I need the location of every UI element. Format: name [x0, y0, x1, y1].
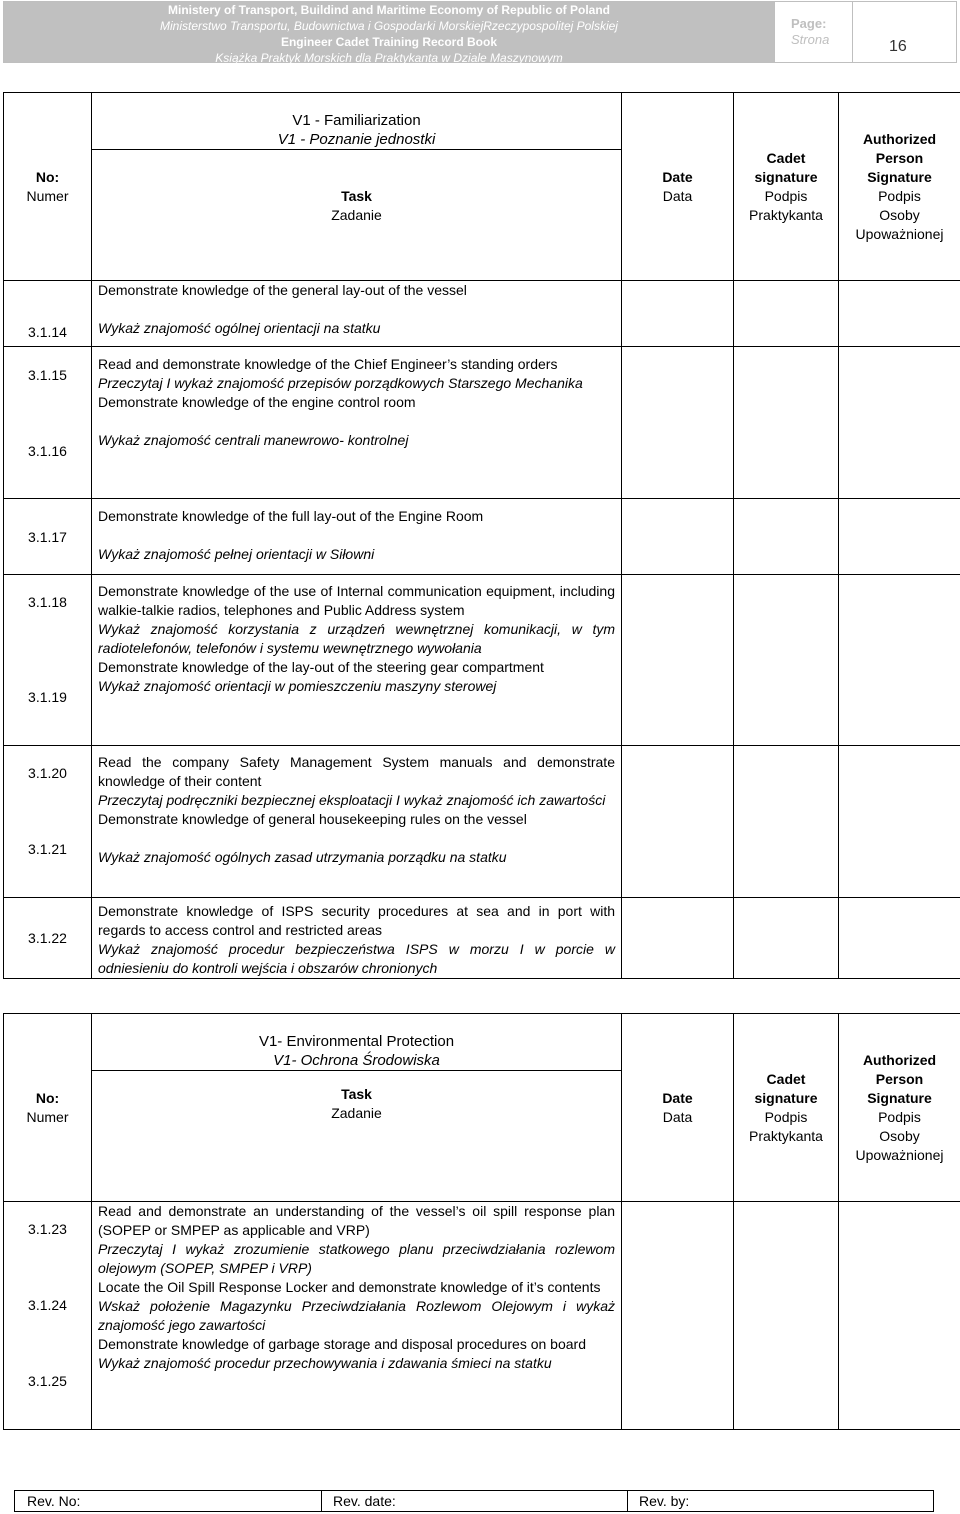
rev-date-label: Rev. date: — [333, 1493, 396, 1509]
header-date-cell — [622, 1014, 734, 1202]
task-en: Demonstrate knowledge of the engine control room — [98, 394, 416, 410]
section-title: V1- Environmental Protection — [258, 1033, 455, 1050]
header-title-block — [4, 2, 774, 65]
task-cell — [92, 1202, 622, 1430]
task-pl: Wykaż znajomość ogólnych zasad utrzymania porządku na statku — [98, 849, 507, 865]
row-numbers-cell — [4, 575, 92, 746]
date-field[interactable] — [622, 281, 734, 347]
cadet-signature-field[interactable] — [734, 575, 839, 746]
col-cadet-pl-2: Praktykanta — [749, 1127, 823, 1144]
header-task-cell — [92, 1014, 622, 1202]
task-pl: Wykaż znajomość orientacji w pomieszczeniu maszyny sterowej — [98, 678, 497, 694]
date-field[interactable] — [622, 1202, 734, 1430]
task-en: Demonstrate knowledge of garbage storage and disposal procedures on board — [98, 1336, 586, 1352]
task-pl: Wykaż znajomość procedur bezpieczeństwa ISPS w morzu I w porcie w odniesieniu do kontroli wejścia i obszarów chronionych — [98, 941, 615, 976]
task-cell — [92, 575, 622, 746]
header-cadet-cell — [734, 93, 839, 281]
col-cadet-2: signature — [754, 168, 818, 185]
task-cell — [92, 898, 622, 979]
header-cadet-cell — [734, 1014, 839, 1202]
col-date: Date — [662, 1089, 693, 1106]
col-auth-pl-2: Osoby — [879, 1127, 920, 1144]
col-no: No: — [35, 168, 60, 185]
header-line-4: Książka Praktyk Morskich dla Praktykanta w Dziale Maszynowym — [215, 51, 563, 65]
col-auth-3: Signature — [867, 168, 932, 185]
task-pl: Przeczytaj I wykaż zrozumienie statkowego planu przeciwdziałania rozlewom olejowym (SOPEP, SMPEP i VRP) — [98, 1241, 615, 1276]
task-cell — [92, 499, 622, 575]
header-line-3: Engineer Cadet Training Record Book — [280, 35, 498, 49]
task-en: Read and demonstrate knowledge of the Chief Engineer’s standing orders — [98, 356, 558, 372]
task-en: Read and demonstrate an understanding of the vessel’s oil spill response plan (SOPEP or SMPEP as applicable and VRP) — [98, 1203, 615, 1238]
cadet-signature-field[interactable] — [734, 746, 839, 898]
date-field[interactable] — [622, 746, 734, 898]
footer-divider — [627, 1491, 628, 1511]
col-task-pl: Zadanie — [331, 1105, 382, 1121]
task-en: Demonstrate knowledge of the lay-out of the steering gear compartment — [98, 659, 544, 675]
col-auth-1: Authorized — [862, 130, 937, 147]
page-header — [3, 1, 957, 63]
col-cadet-1: Cadet — [766, 149, 806, 166]
row-number: 3.1.25 — [28, 1373, 67, 1389]
revision-footer — [14, 1490, 934, 1512]
row-numbers-cell — [4, 1202, 92, 1430]
task-pl: Wskaż położenie Magazynku Przeciwdziałania Rozlewom Olejowym i wykaż znajomość jego zawartości — [98, 1298, 615, 1333]
task-cell — [92, 347, 622, 499]
col-date-pl: Data — [662, 187, 693, 204]
section-title: V1 - Familiarization — [292, 112, 421, 129]
col-no-pl: Numer — [26, 187, 69, 204]
table-header-row — [4, 1014, 960, 1202]
table-row — [4, 746, 960, 898]
col-task: Task — [341, 188, 372, 204]
header-auth-cell — [839, 93, 960, 281]
row-number: 3.1.20 — [28, 765, 67, 781]
task-en: Read the company Safety Management System manuals and demonstrate knowledge of their content — [98, 754, 615, 789]
authorized-signature-field[interactable] — [839, 499, 960, 575]
row-numbers-cell — [4, 347, 92, 499]
date-field[interactable] — [622, 575, 734, 746]
table-row — [4, 347, 960, 499]
cadet-signature-field[interactable] — [734, 499, 839, 575]
task-en: Demonstrate knowledge of the general lay-out of the vessel — [98, 282, 467, 298]
task-pl: Przeczytaj podręczniki bezpiecznej eksploatacji I wykaż znajomość ich zawartości — [98, 792, 606, 808]
col-auth-2: Person — [875, 1070, 924, 1087]
header-line-2: Ministerstwo Transportu, Budownictwa i Gospodarki MorskiejRzeczypospolitej Polskiej — [160, 19, 618, 33]
rev-no-label: Rev. No: — [27, 1493, 81, 1509]
task-en: Demonstrate knowledge of general housekeeping rules on the vessel — [98, 811, 527, 827]
task-pl: Wykaż znajomość korzystania z urządzeń wewnętrznej komunikacji, w tym radiotelefonów, telefonów i systemu wewnętrznego wywołania — [98, 621, 615, 656]
header-date-cell — [622, 93, 734, 281]
cadet-signature-field[interactable] — [734, 1202, 839, 1430]
header-page-number-block — [852, 2, 957, 62]
row-number: 3.1.24 — [28, 1297, 67, 1313]
authorized-signature-field[interactable] — [839, 746, 960, 898]
section-subtitle: V1 - Poznanie jednostki — [277, 131, 436, 148]
col-auth-2: Person — [875, 149, 924, 166]
row-number: 3.1.18 — [28, 594, 67, 610]
col-auth-pl-3: Upoważnionej — [855, 1146, 944, 1163]
row-number: 3.1.22 — [4, 898, 92, 979]
environmental-table — [3, 1013, 960, 1430]
header-no-cell — [4, 1014, 92, 1202]
date-field[interactable] — [622, 898, 734, 979]
footer-divider — [321, 1491, 322, 1511]
header-task-cell — [92, 93, 622, 281]
col-cadet-1: Cadet — [766, 1070, 806, 1087]
row-number: 3.1.14 — [4, 281, 92, 347]
rev-by-label: Rev. by: — [639, 1493, 690, 1509]
col-cadet-pl-1: Podpis — [764, 1108, 808, 1125]
col-auth-pl-3: Upoważnionej — [855, 225, 944, 242]
col-auth-pl-1: Podpis — [878, 1108, 921, 1125]
task-en: Locate the Oil Spill Response Locker and demonstrate knowledge of it’s contents — [98, 1279, 601, 1295]
authorized-signature-field[interactable] — [839, 898, 960, 979]
col-auth-3: Signature — [867, 1089, 932, 1106]
table-row — [4, 575, 960, 746]
task-pl: Przeczytaj I wykaż znajomość przepisów porządkowych Starszego Mechanika — [98, 375, 583, 391]
authorized-signature-field[interactable] — [839, 347, 960, 499]
task-en: Demonstrate knowledge of the use of Internal communication equipment, including walkie-talkie radios, telephones and Public Address system — [98, 583, 615, 618]
table-header-row — [4, 93, 960, 281]
task-cell — [92, 281, 622, 347]
col-cadet-pl-1: Podpis — [764, 187, 808, 204]
row-number: 3.1.16 — [28, 443, 67, 459]
row-number: 3.1.21 — [28, 841, 67, 857]
cadet-signature-field[interactable] — [734, 898, 839, 979]
task-pl: Wykaż znajomość procedur przechowywania i zdawania śmieci na statku — [98, 1355, 552, 1371]
table-row — [4, 281, 960, 347]
col-cadet-2: signature — [754, 1089, 818, 1106]
section-subtitle: V1- Ochrona Środowiska — [273, 1052, 440, 1069]
page-number: 16 — [889, 38, 907, 55]
col-auth-1: Authorized — [862, 1051, 937, 1068]
table-row — [4, 898, 960, 979]
header-auth-cell — [839, 1014, 960, 1202]
col-date-pl: Data — [662, 1108, 693, 1125]
page-label: Page: — [791, 16, 827, 31]
header-line-1: Ministery of Transport, Buildind and Maritime Economy of Republic of Poland — [167, 3, 611, 17]
col-cadet-pl-2: Praktykanta — [749, 206, 823, 223]
col-auth-pl-1: Podpis — [878, 187, 921, 204]
familiarization-table — [3, 92, 960, 979]
row-number: 3.1.17 — [4, 499, 92, 575]
row-number: 3.1.15 — [28, 367, 67, 383]
header-page-label-block — [774, 2, 853, 62]
task-en: Demonstrate knowledge of the full lay-out of the Engine Room — [98, 508, 484, 524]
col-no-pl: Numer — [26, 1108, 69, 1125]
table-row — [4, 499, 960, 575]
task-cell — [92, 746, 622, 898]
col-date: Date — [662, 168, 693, 185]
row-number: 3.1.23 — [28, 1221, 67, 1237]
authorized-signature-field[interactable] — [839, 1202, 960, 1430]
authorized-signature-field[interactable] — [839, 575, 960, 746]
col-auth-pl-2: Osoby — [879, 206, 920, 223]
row-numbers-cell — [4, 746, 92, 898]
authorized-signature-field[interactable] — [839, 281, 960, 347]
task-en: Demonstrate knowledge of ISPS security procedures at sea and in port with regards to access control and restricted areas — [98, 903, 615, 938]
cadet-signature-field[interactable] — [734, 347, 839, 499]
cadet-signature-field[interactable] — [734, 281, 839, 347]
task-pl: Wykaż znajomość centrali manewrowo- kontrolnej — [98, 432, 409, 448]
header-no-cell — [4, 93, 92, 281]
row-number: 3.1.19 — [28, 689, 67, 705]
date-field[interactable] — [622, 499, 734, 575]
task-pl: Wykaż znajomość pełnej orientacji w Siłowni — [98, 546, 375, 562]
col-task: Task — [341, 1086, 372, 1102]
col-task-pl: Zadanie — [331, 207, 382, 223]
col-no: No: — [35, 1089, 60, 1106]
table-row — [4, 1202, 960, 1430]
date-field[interactable] — [622, 347, 734, 499]
page-label-pl: Strona — [791, 32, 830, 47]
task-pl: Wykaż znajomość ogólnej orientacji na statku — [98, 320, 381, 336]
